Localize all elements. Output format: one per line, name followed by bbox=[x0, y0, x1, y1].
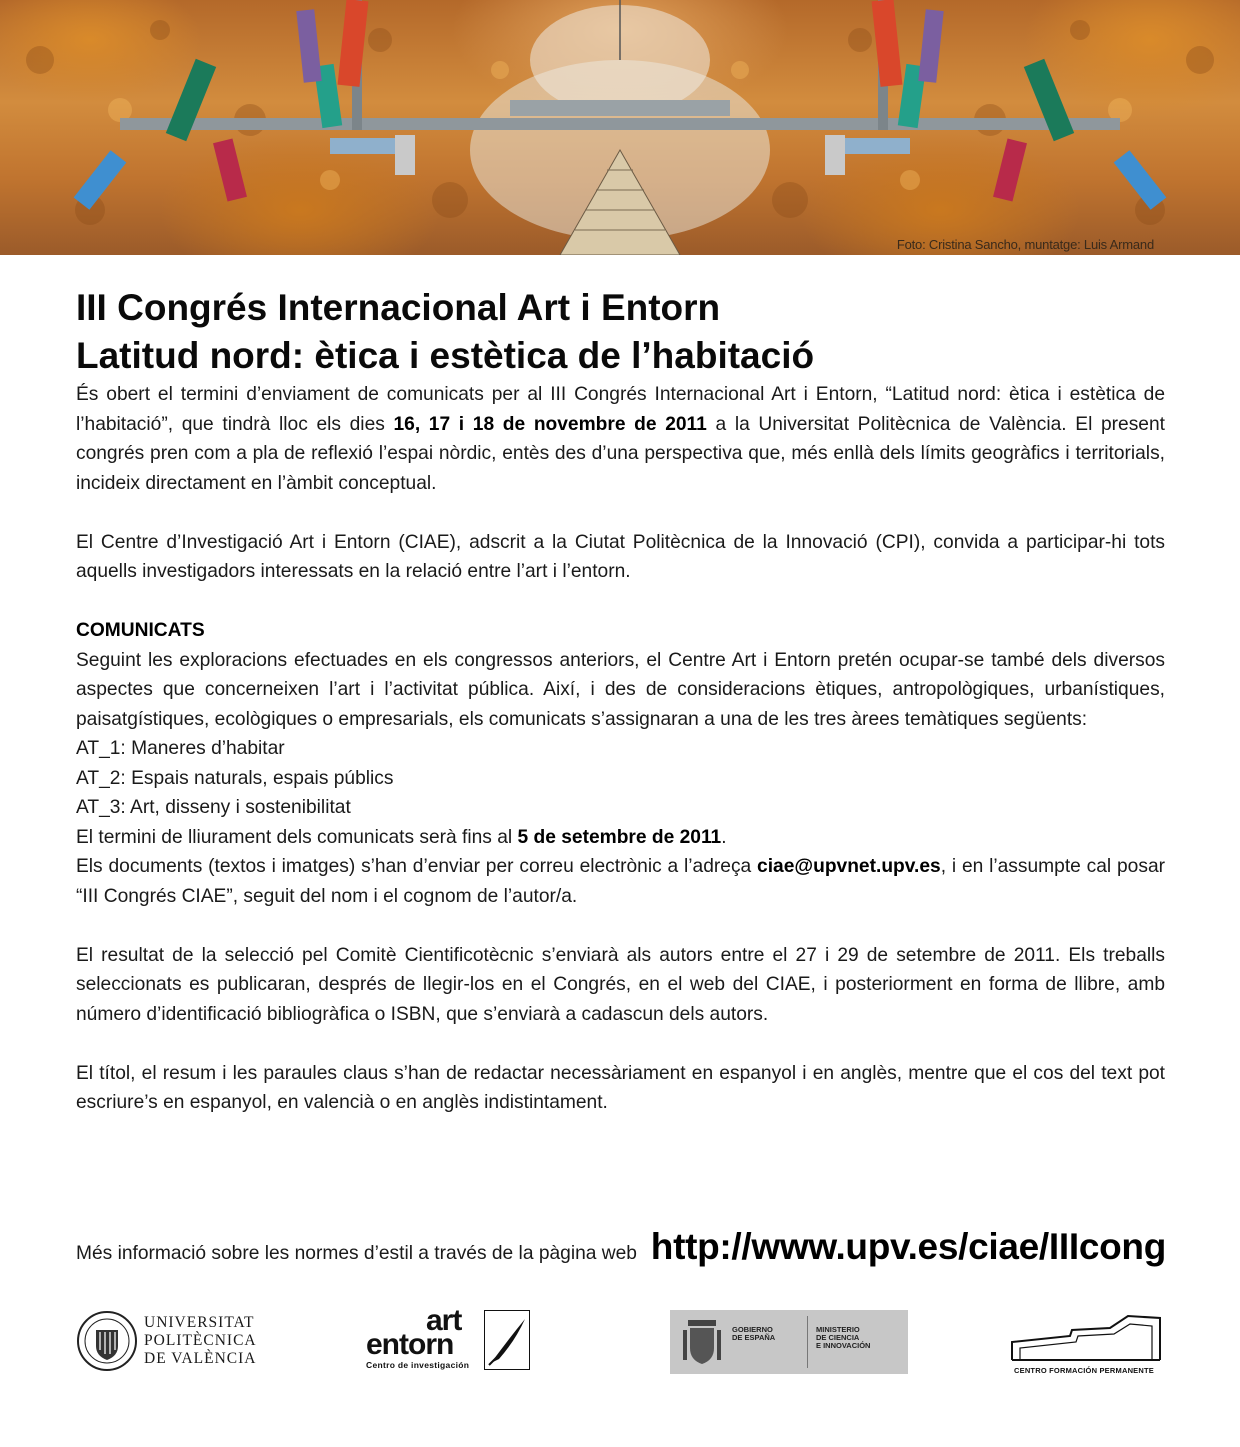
more-info-line bbox=[76, 1226, 1166, 1268]
photo-credit: Foto: Cristina Sancho, muntatge: Luis Armand bbox=[896, 237, 1154, 252]
ministerio-line-1: MINISTERIO bbox=[816, 1325, 860, 1334]
submission-text-b: , i en l’assumpte cal posar “III Congrés CIAE”, seguit del nom i el cognom de l’autor/a. bbox=[76, 856, 1166, 907]
gobierno-ministerio-logo bbox=[670, 1310, 908, 1374]
ministerio-line-3: E INNOVACIÓN bbox=[816, 1341, 871, 1350]
cfp-caption: CENTRO FORMACIÓN PERMANENTE bbox=[1014, 1366, 1154, 1375]
deadline-date: 5 de setembre de 2011 bbox=[517, 826, 722, 848]
upv-name-line-3: DE VALÈNCIA bbox=[144, 1350, 257, 1367]
upv-name-line-2: POLITÈCNICA bbox=[144, 1332, 257, 1349]
language-paragraph: El títol, el resum i les paraules claus s’han de redactar necessàriament en espanyol i en anglès, mentre que el cos del text pot escriure’s en espanyol, en valencià o en anglès indistintament. bbox=[76, 1062, 1165, 1113]
area-item-2: AT_2: Espais naturals, espais públics bbox=[76, 767, 394, 789]
upv-seal-icon bbox=[76, 1310, 138, 1372]
upv-name-line-1: UNIVERSITAT bbox=[144, 1314, 255, 1331]
page-title bbox=[76, 284, 1176, 380]
deadline-line bbox=[76, 823, 1165, 853]
intro-paragraph bbox=[76, 380, 1165, 498]
comunicats-paragraph: Seguint les exploracions efectuades en els congressos anteriors, el Centre Art i Entorn pretén ocupar-se també dels diversos aspectes que concerneixen l’art i l’activitat pública. Així, i des de consideracions ètiques, antropològiques, urbanístiques, paisatgístiques, ecològiques o empresarials, els comunicats s’assignaran a una de les tres àrees temàtiques següents: bbox=[76, 649, 1165, 730]
submission-email-link[interactable]: ciae@upvnet.upv.es bbox=[757, 856, 941, 877]
website-link[interactable]: http://www.upv.es/ciae/IIIcong bbox=[650, 1226, 1166, 1267]
cfp-building-icon bbox=[1010, 1310, 1170, 1364]
cfp-logo bbox=[1010, 1310, 1170, 1380]
congress-dates: 16, 17 i 18 de novembre de 2011 bbox=[393, 413, 707, 435]
deadline-text: El termini de lliurament dels comunicats serà fins al bbox=[76, 826, 518, 848]
area-item-1: AT_1: Maneres d’habitar bbox=[76, 738, 285, 759]
submission-paragraph bbox=[76, 852, 1165, 911]
intro-text-b: a la Universitat Politècnica de València. El present congrés pren com a pla de reflexió l’espai nòrdic, entès des d’una perspectiva que, més enllà dels límits geogràfics i territorials, incideix directament en l’àmbit conceptual. bbox=[76, 413, 1165, 494]
art-entorn-subtitle: Centro de investigación bbox=[366, 1360, 470, 1370]
art-word: art bbox=[426, 1304, 462, 1337]
announcement-body bbox=[76, 380, 1165, 1118]
submission-text-a: Els documents (textos i imatges) s’han d’enviar per correu electrònic a l’adreça bbox=[76, 856, 758, 877]
intro-text-a: És obert el termini d’enviament de comunicats per al III Congrés Internacional Art i Entorn, “Latitud nord: ètica i estètica de l’habitació”, que tindrà lloc els dies bbox=[76, 384, 1165, 435]
sponsor-logos bbox=[0, 1300, 1240, 1390]
banner-illustration bbox=[0, 0, 1240, 255]
section-heading-comunicats: COMUNICATS bbox=[76, 620, 205, 641]
deadline-period: . bbox=[721, 826, 727, 848]
art-entorn-feather-icon bbox=[484, 1310, 530, 1370]
more-info-label: Més informació sobre les normes d’estil a través de la pàgina web bbox=[76, 1243, 637, 1264]
ciae-paragraph: El Centre d’Investigació Art i Entorn (CIAE), adscrit a la Ciutat Politècnica de la Innovació (CPI), convida a participar-hi tots aquells investigadors interessats en la relació entre l’art i l’entorn. bbox=[76, 531, 1165, 582]
area-item-3: AT_3: Art, disseny i sostenibilitat bbox=[76, 797, 351, 818]
gobierno-line-2: DE ESPAÑA bbox=[732, 1333, 776, 1342]
ministerio-line-2: DE CIENCIA bbox=[816, 1333, 860, 1342]
selection-paragraph: El resultat de la selecció pel Comitè Cientificotècnic s’enviarà als autors entre el 27 i 29 de setembre de 2011. Els treballs seleccionats es publicaran, després de llegir-los en el Congrés, en el web del CIAE, i posteriorment en forma de llibre, amb número d’identificació bibliogràfica o ISBN, que s’enviarà a cadascun dels autors. bbox=[76, 944, 1165, 1025]
title-line-2: Latitud nord: ètica i estètica de l’habitació bbox=[76, 335, 815, 376]
header-photo-banner bbox=[0, 0, 1240, 255]
title-line-1: III Congrés Internacional Art i Entorn bbox=[76, 287, 721, 328]
spain-coat-of-arms-icon bbox=[682, 1318, 722, 1368]
gobierno-line-1: GOBIERNO bbox=[732, 1325, 773, 1334]
art-entorn-logo bbox=[366, 1306, 536, 1372]
upv-logo bbox=[76, 1310, 276, 1374]
entorn-word: entorn bbox=[366, 1328, 454, 1361]
